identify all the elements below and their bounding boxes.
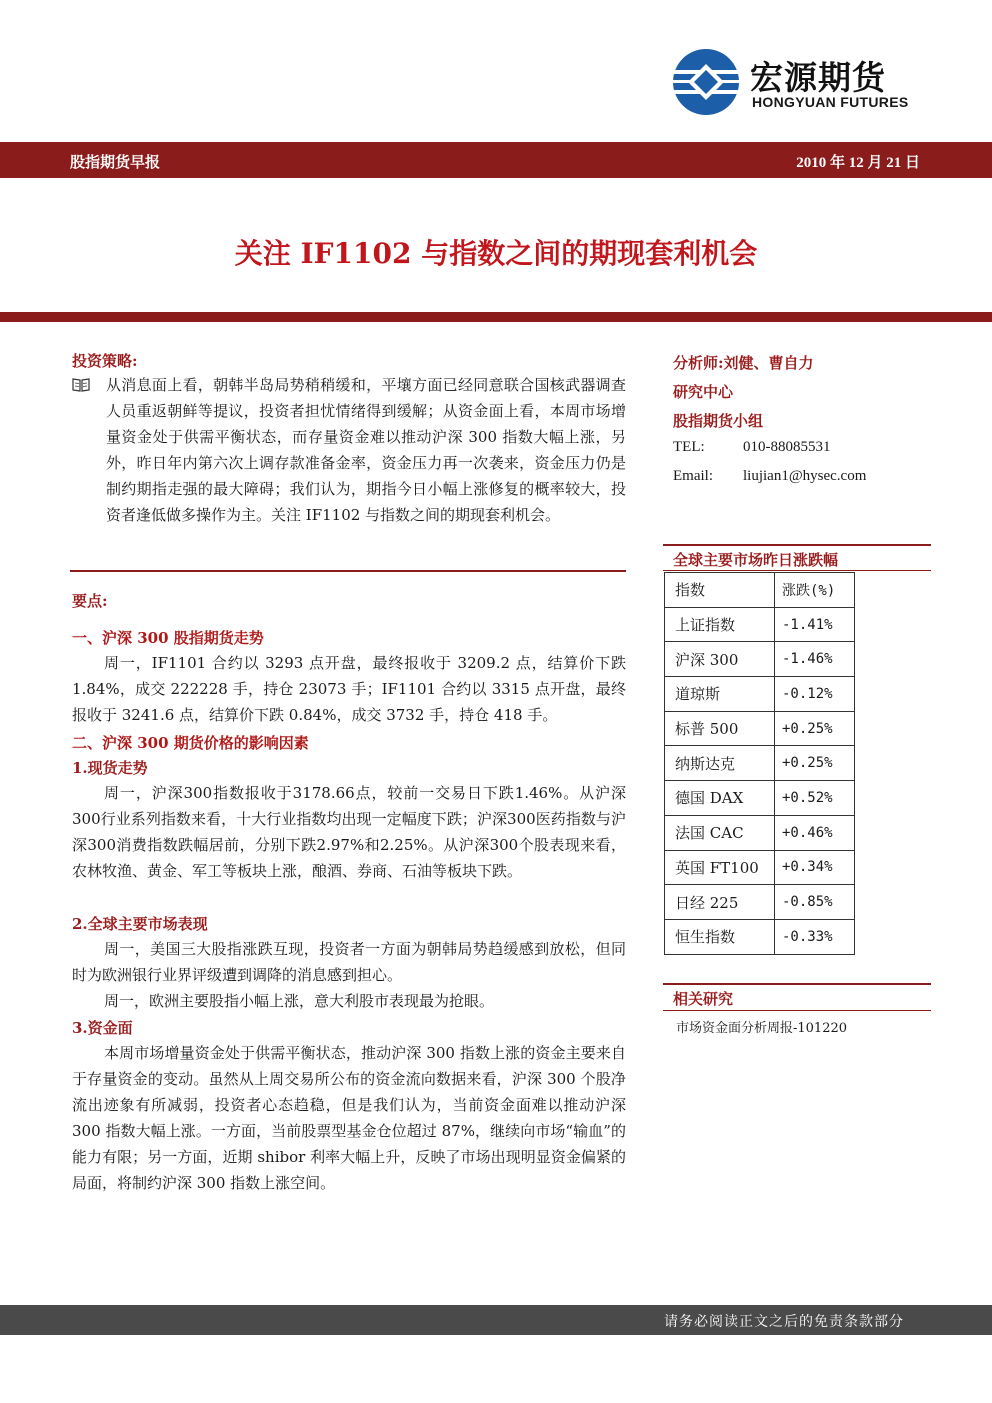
related-heading-rule [663,1010,931,1011]
subsection-3-title: 3.资金面 [72,1019,133,1037]
subsection-1-title: 1.现货走势 [72,759,148,777]
points-heading: 要点: [72,592,108,610]
strategy-text: 从消息面上看，朝韩半岛局势稍稍缓和，平壤方面已经同意联合国核武器调查人员重返朝鲜等提议，投资者担忧情绪得到缓解；从资金面上看，本周市场增量资金处于供需平衡状态，而存量资金难以推动沪深 300 指数大幅上涨，另外，昨日年内第六次上调存款准备金率，资金压力再一次袭来，资金压力仍是制约期指走强的最大障碍；我们认为，期指今日小幅上涨修复的概率较大，投资者逢低做多操作为主。关注 IF1102 与指数之间的期现套利机会。 [106,376,626,524]
markets-heading-rule [663,570,931,571]
page-title: 关注 IF1102 与指数之间的期现套利机会 [234,237,758,270]
index-name: 纳斯达克 [665,746,775,781]
related-report-link[interactable]: 市场资金面分析周报-101220 [676,1021,848,1036]
table-header-row [665,573,855,608]
email-value[interactable]: liujian1@hysec.com [743,468,867,484]
company-logo [672,48,922,118]
table-row [665,850,855,885]
logo-chinese-name: 宏源期货 [750,58,886,97]
index-change: -0.12% [775,677,855,712]
index-name: 恒生指数 [665,919,775,954]
index-name: 法国 CAC [665,815,775,850]
related-top-rule [663,983,931,985]
book-icon [72,377,90,392]
markets-top-rule [663,544,931,546]
index-change: +0.25% [775,711,855,746]
tel-label: TEL: [673,439,705,455]
footer-band [0,1305,992,1335]
subsection-2-title: 2.全球主要市场表现 [72,915,208,933]
index-name: 沪深 300 [665,642,775,677]
report-date: 2010 年 12 月 21 日 [796,155,920,171]
table-row [665,642,855,677]
index-change: +0.34% [775,850,855,885]
analyst-names: 分析师:刘健、曹自力 [673,354,814,372]
section-1-text: 周一，IF1101 合约以 3293 点开盘，最终报收于 3209.2 点，结算价下跌 1.84%，成交 222228 手，持仓 23073 手；IF1101 合约以 3315 点开盘，最终报收于 3241.6 点，结算价下跌 0.84%，成交 3732 手，持仓 418 手。 [72,654,626,724]
table-row [665,746,855,781]
markets-table [664,572,855,955]
section-2-title: 二、沪深 300 期货价格的影响因素 [72,734,309,752]
report-category: 股指期货早报 [70,153,161,171]
subsection-2-text-1: 周一，美国三大股指涨跌互现，投资者一方面为朝韩局势趋缓感到放松，但同时为欧洲银行业界评级遭到调降的消息感到担心。 [72,940,626,984]
index-name: 上证指数 [665,607,775,642]
email-label: Email: [673,468,713,484]
index-change: -0.85% [775,885,855,920]
index-change: +0.25% [775,746,855,781]
subsection-3-text: 本周市场增量资金处于供需平衡状态，推动沪深 300 指数上涨的资金主要来自于存量资金的变动。虽然从上周交易所公布的资金流向数据来看，沪深 300 个股净流出迹象有所减弱，投资者心态趋稳，但是我们认为，当前资金面难以推动沪深 300 指数大幅上涨。一方面，当前股票型基金仓位超过 87%，继续向市场“输血”的能力有限；另一方面，近期 shibor 利率大幅上升，反映了市场出现明显资金偏紧的局面，将制约沪深 300 指数上涨空间。 [72,1044,626,1192]
table-row [665,711,855,746]
tel-value: 010-88085531 [743,439,831,455]
tel-row [673,439,831,456]
index-name: 道琼斯 [665,677,775,712]
table-row [665,677,855,712]
analyst-group: 股指期货小组 [673,412,764,430]
research-center: 研究中心 [673,383,734,401]
table-row [665,885,855,920]
title-divider [0,312,992,322]
index-name: 标普 500 [665,711,775,746]
logo-english-name: HONGYUAN FUTURES [752,94,909,110]
strategy-heading: 投资策略: [72,352,138,370]
strategy-divider [70,570,626,572]
index-change: -1.41% [775,607,855,642]
hongyuan-logo-icon [672,48,740,116]
column-header-change: 涨跌(%) [775,573,855,608]
markets-heading: 全球主要市场昨日涨跌幅 [673,551,839,569]
index-name: 英国 FT100 [665,850,775,885]
email-row [673,468,867,485]
table-row [665,607,855,642]
subsection-2-text-2: 周一，欧洲主要股指小幅上涨，意大利股市表现最为抢眼。 [104,992,495,1010]
section-1-title: 一、沪深 300 股指期货走势 [72,629,264,647]
index-change: +0.46% [775,815,855,850]
column-header-index: 指数 [665,573,775,608]
disclaimer-note: 请务必阅读正文之后的免责条款部分 [664,1314,904,1330]
subsection-1-text: 周一，沪深300指数报收于3178.66点，较前一交易日下跌1.46%。从沪深300行业系列指数来看，十大行业指数均出现一定幅度下跌；沪深300医药指数与沪深300消费指数跌幅居前，分别下跌2.97%和2.25%。从沪深300个股表现来看，农林牧渔、黄金、军工等板块上涨，酿酒、券商、石油等板块下跌。 [72,784,626,880]
related-heading: 相关研究 [673,990,734,1008]
index-name: 德国 DAX [665,781,775,816]
table-row [665,815,855,850]
table-row [665,781,855,816]
header-band [0,142,992,178]
index-change: -1.46% [775,642,855,677]
table-row [665,919,855,954]
index-change: -0.33% [775,919,855,954]
index-name: 日经 225 [665,885,775,920]
index-change: +0.52% [775,781,855,816]
